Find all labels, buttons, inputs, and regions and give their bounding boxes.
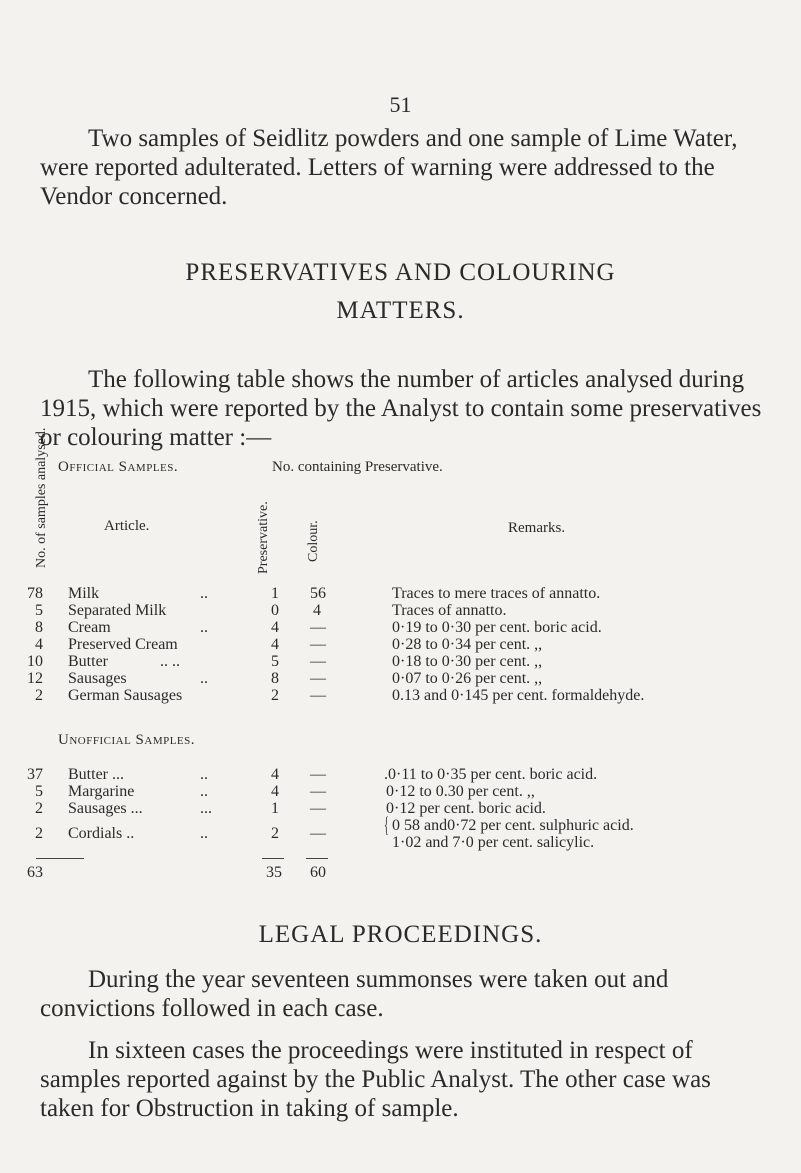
brace-symbol: { <box>384 812 389 837</box>
row-article: Milk <box>68 585 100 602</box>
total-preservative: 35 <box>266 864 282 881</box>
row-article: Separated Milk <box>68 602 167 619</box>
row-remarks: Traces to mere traces of annatto. <box>392 585 601 602</box>
row-colour: — <box>310 670 326 687</box>
row-dots: .. <box>200 619 208 636</box>
row-article: Butter <box>68 653 108 670</box>
row-remarks: 0·07 to 0·26 per cent. ,, <box>392 670 543 687</box>
row-count: 5 <box>35 783 43 800</box>
row-dots: .. <box>200 766 208 783</box>
row-preservative: 5 <box>271 653 279 670</box>
row-remarks: 0·19 to 0·30 per cent. boric acid. <box>392 619 602 636</box>
row-preservative: 1 <box>271 585 279 602</box>
section-heading-preservatives: PRESERVATIVES AND COLOURING <box>185 259 616 286</box>
row-article: Sausages <box>68 670 127 687</box>
row-preservative: 8 <box>271 670 279 687</box>
row-colour: 4 <box>313 602 321 619</box>
row-remarks: 0·28 to 0·34 per cent. ,, <box>392 636 543 653</box>
row-colour: — <box>310 687 326 704</box>
row-article: Butter ... <box>68 766 124 783</box>
row-count: 2 <box>35 800 43 817</box>
unofficial-samples-header: Unofficial Samples. <box>58 732 196 748</box>
row-dots: .. <box>200 670 208 687</box>
row-count: 2 <box>35 825 43 842</box>
legal-paragraph-2: In sixteen cases the proceedings were instituted in respect of samples reported against by the Public Analyst. The other case was taken for Obstruction in taking of sample. <box>40 1037 711 1122</box>
row-dots: .. <box>200 585 208 602</box>
row-remarks: 0·12 per cent. boric acid. <box>386 800 546 817</box>
preservatives-paragraph: The following table shows the number of articles analysed during 1915, which were reported by the Analyst to contain some preservatives or colouring matter :— <box>40 366 762 451</box>
col-header-preservative: Preservative. <box>256 501 271 574</box>
row-count: 78 <box>27 585 43 602</box>
col-header-colour: Colour. <box>306 520 321 562</box>
row-preservative: 1 <box>271 800 279 817</box>
row-preservative: 4 <box>271 766 279 783</box>
row-dots: .. <box>200 825 208 842</box>
intro-paragraph: Two samples of Seidlitz powders and one sample of Lime Water, were reported adulterated. Letters of warning were addressed to the Vendor concerned. <box>40 125 738 210</box>
section-heading-legal: LEGAL PROCEEDINGS. <box>258 921 543 948</box>
row-article: Margarine <box>68 783 135 800</box>
official-samples-header: Official Samples. <box>58 459 179 475</box>
row-dots: .. <box>200 783 208 800</box>
row-preservative: 4 <box>271 619 279 636</box>
row-remarks: 0·12 to 0.30 per cent. ,, <box>386 783 535 800</box>
total-colour: 60 <box>310 864 326 881</box>
row-colour: — <box>310 783 326 800</box>
row-colour: — <box>310 619 326 636</box>
row-count: 8 <box>35 619 43 636</box>
row-preservative: 0 <box>271 602 279 619</box>
row-count: 2 <box>35 687 43 704</box>
row-colour: — <box>310 636 326 653</box>
row-count: 37 <box>27 766 43 783</box>
col-header-samples: No. of samples analysed. <box>34 427 49 568</box>
row-colour: — <box>310 800 326 817</box>
containing-preservative-header: No. containing Preservative. <box>272 459 443 475</box>
row-colour: 56 <box>310 585 326 602</box>
total-rule <box>36 858 84 859</box>
section-heading-preservatives-cont: MATTERS. <box>336 297 465 324</box>
row-preservative: 2 <box>271 687 279 704</box>
row-colour: — <box>310 653 326 670</box>
row-count: 4 <box>35 636 43 653</box>
col-header-article: Article. <box>104 518 150 534</box>
row-dots: .. .. <box>160 653 180 670</box>
row-remarks: 0·18 to 0·30 per cent. ,, <box>392 653 543 670</box>
row-preservative: 2 <box>271 825 279 842</box>
row-dots: ... <box>200 800 212 817</box>
row-remarks-line2: 1·02 and 7·0 per cent. salicylic. <box>392 834 595 851</box>
total-rule <box>262 858 284 859</box>
row-count: 12 <box>27 670 43 687</box>
row-article: Cream <box>68 619 111 636</box>
total-rule <box>306 858 328 859</box>
row-article: Sausages ... <box>68 800 143 817</box>
row-remarks: 0.13 and 0·145 per cent. formaldehyde. <box>392 687 645 704</box>
page-number: 51 <box>389 92 412 117</box>
row-count: 10 <box>27 653 43 670</box>
row-colour: — <box>310 825 326 842</box>
row-article: Preserved Cream <box>68 636 178 653</box>
row-colour: — <box>310 766 326 783</box>
row-remarks: .0·11 to 0·35 per cent. boric acid. <box>384 766 598 783</box>
row-article: Cordials .. <box>68 825 135 842</box>
row-remarks: 0 58 and0·72 per cent. sulphuric acid. <box>392 817 634 834</box>
legal-paragraph-1: During the year seventeen summonses were taken out and convictions followed in each case. <box>40 966 669 1022</box>
row-count: 5 <box>35 602 43 619</box>
row-preservative: 4 <box>271 783 279 800</box>
total-count: 63 <box>27 864 43 881</box>
row-preservative: 4 <box>271 636 279 653</box>
row-remarks: Traces of annatto. <box>392 602 507 619</box>
row-article: German Sausages <box>68 687 183 704</box>
col-header-remarks: Remarks. <box>508 520 566 536</box>
